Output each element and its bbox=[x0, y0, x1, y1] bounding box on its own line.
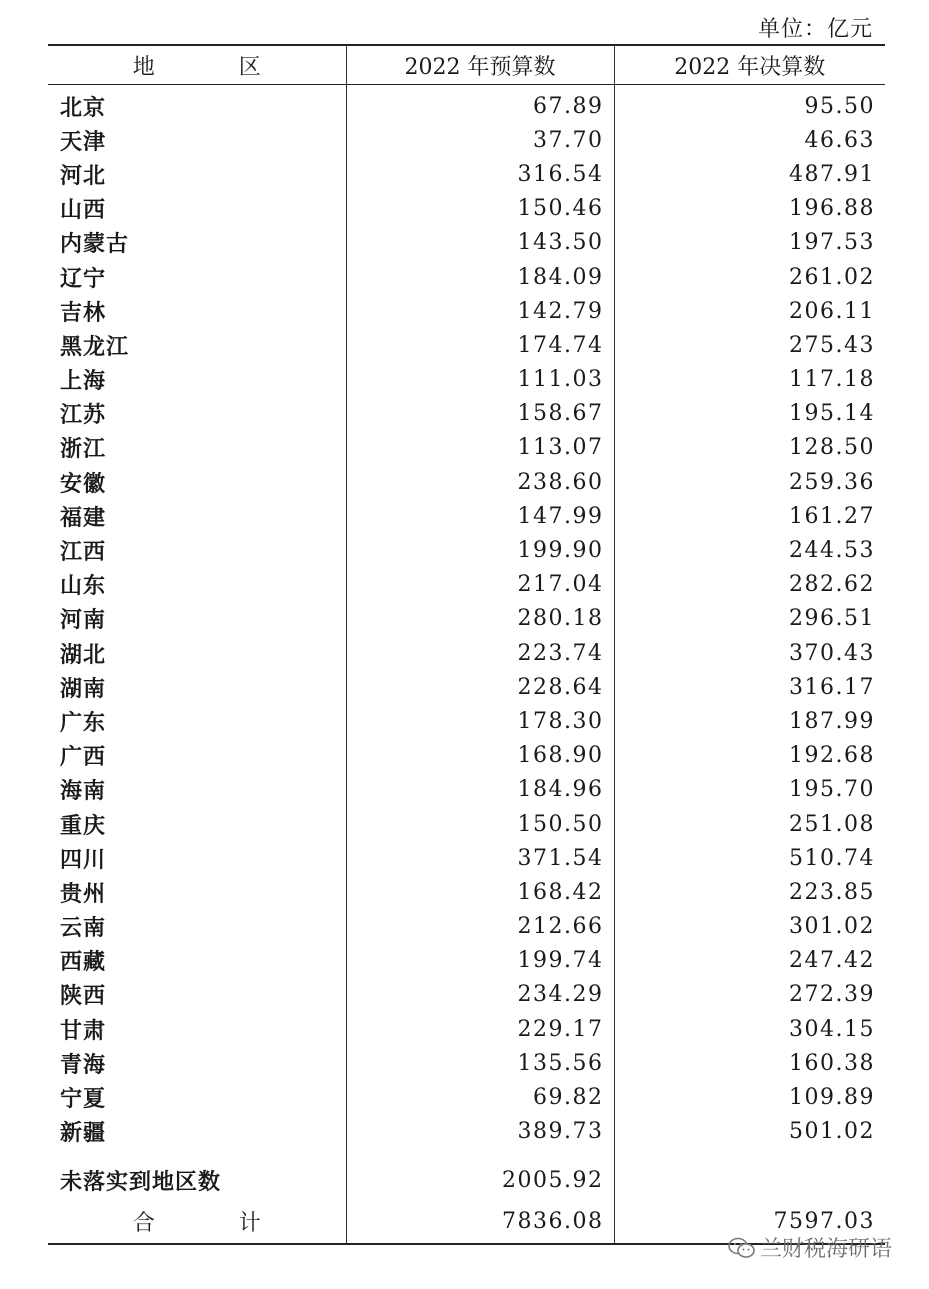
region-cell: 云南 bbox=[60, 916, 107, 942]
budget-cell: 238.60 bbox=[346, 465, 614, 499]
final-cell: 370.43 bbox=[614, 636, 885, 670]
final-cell: 95.50 bbox=[614, 85, 885, 124]
final-cell: 510.74 bbox=[614, 841, 885, 875]
header-final: 2022 年决算数 bbox=[614, 45, 885, 85]
region-cell: 重庆 bbox=[60, 813, 107, 839]
final-cell: 196.88 bbox=[614, 192, 885, 226]
region-cell: 河北 bbox=[60, 163, 107, 189]
budget-cell: 174.74 bbox=[346, 328, 614, 362]
region-cell: 江苏 bbox=[60, 403, 107, 429]
region-cell: 天津 bbox=[60, 129, 107, 155]
table-row bbox=[48, 841, 885, 875]
region-cell: 陕西 bbox=[60, 984, 107, 1010]
final-cell: 192.68 bbox=[614, 739, 885, 773]
budget-cell: 223.74 bbox=[346, 636, 614, 670]
unit-label: 单位：亿元 bbox=[757, 17, 873, 42]
table-row bbox=[48, 1046, 885, 1080]
final-cell: 296.51 bbox=[614, 602, 885, 636]
budget-cell: 142.79 bbox=[346, 294, 614, 328]
budget-cell: 234.29 bbox=[346, 978, 614, 1012]
region-cell: 浙江 bbox=[60, 437, 107, 463]
table-row bbox=[48, 533, 885, 567]
region-cell: 广东 bbox=[60, 710, 107, 736]
region-cell: 四川 bbox=[60, 847, 107, 873]
region-cell: 贵州 bbox=[60, 881, 107, 907]
total-budget: 7836.08 bbox=[346, 1201, 614, 1244]
table-row bbox=[48, 192, 885, 226]
budget-cell: 37.70 bbox=[346, 123, 614, 157]
table-row bbox=[48, 397, 885, 431]
undistributed-final bbox=[614, 1161, 885, 1201]
budget-cell: 150.46 bbox=[346, 192, 614, 226]
budget-cell: 199.90 bbox=[346, 533, 614, 567]
budget-cell: 371.54 bbox=[346, 841, 614, 875]
undistributed-row bbox=[48, 1161, 885, 1201]
table-row bbox=[48, 226, 885, 260]
table-row bbox=[48, 568, 885, 602]
budget-cell: 212.66 bbox=[346, 910, 614, 944]
header-region: 地区 bbox=[48, 45, 346, 85]
region-cell: 甘肃 bbox=[60, 1018, 107, 1044]
final-cell: 195.14 bbox=[614, 397, 885, 431]
budget-cell: 280.18 bbox=[346, 602, 614, 636]
watermark-text: 兰财税海研语 bbox=[760, 1237, 893, 1262]
final-cell: 487.91 bbox=[614, 157, 885, 191]
table-row bbox=[48, 1012, 885, 1046]
budget-cell: 69.82 bbox=[346, 1080, 614, 1114]
table-row bbox=[48, 499, 885, 533]
budget-cell: 178.30 bbox=[346, 704, 614, 738]
spacer-cell bbox=[614, 1149, 885, 1161]
budget-cell: 184.09 bbox=[346, 260, 614, 294]
table-row bbox=[48, 636, 885, 670]
region-cell: 上海 bbox=[60, 369, 107, 395]
region-cell: 辽宁 bbox=[60, 266, 107, 292]
region-cell: 山东 bbox=[60, 574, 107, 600]
budget-cell: 184.96 bbox=[346, 773, 614, 807]
budget-cell: 389.73 bbox=[346, 1115, 614, 1149]
region-cell: 福建 bbox=[60, 505, 107, 531]
budget-table bbox=[48, 44, 885, 1245]
final-cell: 301.02 bbox=[614, 910, 885, 944]
budget-cell: 67.89 bbox=[346, 85, 614, 124]
undistributed-label: 未落实到地区数 bbox=[60, 1170, 222, 1196]
region-cell: 湖南 bbox=[60, 676, 107, 702]
table-row bbox=[48, 1115, 885, 1149]
spacer-cell bbox=[346, 1149, 614, 1161]
final-cell: 197.53 bbox=[614, 226, 885, 260]
final-cell: 160.38 bbox=[614, 1046, 885, 1080]
undistributed-budget: 2005.92 bbox=[346, 1161, 614, 1201]
budget-cell: 158.67 bbox=[346, 397, 614, 431]
final-cell: 46.63 bbox=[614, 123, 885, 157]
table-row bbox=[48, 363, 885, 397]
final-cell: 247.42 bbox=[614, 944, 885, 978]
table-row bbox=[48, 85, 885, 124]
final-cell: 244.53 bbox=[614, 533, 885, 567]
watermark bbox=[728, 1232, 892, 1263]
region-cell: 河南 bbox=[60, 608, 107, 634]
region-cell: 安徽 bbox=[60, 471, 107, 497]
budget-cell: 217.04 bbox=[346, 568, 614, 602]
total-final: 7597.03 bbox=[614, 1201, 885, 1244]
region-cell: 新疆 bbox=[60, 1121, 107, 1147]
final-cell: 161.27 bbox=[614, 499, 885, 533]
header-row bbox=[48, 45, 885, 85]
final-cell: 501.02 bbox=[614, 1115, 885, 1149]
table-row bbox=[48, 875, 885, 909]
final-cell: 282.62 bbox=[614, 568, 885, 602]
region-cell: 江西 bbox=[60, 540, 107, 566]
final-cell: 206.11 bbox=[614, 294, 885, 328]
budget-cell: 143.50 bbox=[346, 226, 614, 260]
table-row bbox=[48, 739, 885, 773]
final-cell: 251.08 bbox=[614, 807, 885, 841]
region-cell: 海南 bbox=[60, 779, 107, 805]
table-row bbox=[48, 123, 885, 157]
region-cell: 北京 bbox=[60, 95, 107, 121]
budget-cell: 228.64 bbox=[346, 670, 614, 704]
table-row bbox=[48, 328, 885, 362]
budget-cell: 135.56 bbox=[346, 1046, 614, 1080]
region-cell: 黑龙江 bbox=[60, 334, 130, 360]
table-row bbox=[48, 978, 885, 1012]
final-cell: 259.36 bbox=[614, 465, 885, 499]
table-row bbox=[48, 294, 885, 328]
wechat-icon bbox=[728, 1236, 756, 1260]
table-row bbox=[48, 157, 885, 191]
budget-cell: 147.99 bbox=[346, 499, 614, 533]
final-cell: 128.50 bbox=[614, 431, 885, 465]
final-cell: 272.39 bbox=[614, 978, 885, 1012]
table-row bbox=[48, 944, 885, 978]
header-budget: 2022 年预算数 bbox=[346, 45, 614, 85]
final-cell: 195.70 bbox=[614, 773, 885, 807]
region-cell: 青海 bbox=[60, 1052, 107, 1078]
budget-cell: 168.42 bbox=[346, 875, 614, 909]
budget-cell: 168.90 bbox=[346, 739, 614, 773]
table-row bbox=[48, 910, 885, 944]
budget-cell: 229.17 bbox=[346, 1012, 614, 1046]
spacer-cell bbox=[48, 1149, 346, 1161]
table-row bbox=[48, 704, 885, 738]
final-cell: 187.99 bbox=[614, 704, 885, 738]
final-cell: 109.89 bbox=[614, 1080, 885, 1114]
table-row bbox=[48, 773, 885, 807]
budget-cell: 150.50 bbox=[346, 807, 614, 841]
final-cell: 304.15 bbox=[614, 1012, 885, 1046]
table-row bbox=[48, 1080, 885, 1114]
final-cell: 261.02 bbox=[614, 260, 885, 294]
budget-cell: 316.54 bbox=[346, 157, 614, 191]
budget-cell: 199.74 bbox=[346, 944, 614, 978]
final-cell: 275.43 bbox=[614, 328, 885, 362]
final-cell: 223.85 bbox=[614, 875, 885, 909]
region-cell: 湖北 bbox=[60, 642, 107, 668]
budget-cell: 111.03 bbox=[346, 363, 614, 397]
region-cell: 山西 bbox=[60, 198, 107, 224]
total-label bbox=[48, 1201, 346, 1244]
table-row bbox=[48, 465, 885, 499]
table-row bbox=[48, 260, 885, 294]
total-label-text: 合计 bbox=[132, 1211, 345, 1237]
final-cell: 117.18 bbox=[614, 363, 885, 397]
table-row bbox=[48, 670, 885, 704]
final-cell: 316.17 bbox=[614, 670, 885, 704]
table-body bbox=[48, 85, 885, 1244]
region-cell: 西藏 bbox=[60, 950, 107, 976]
region-cell: 吉林 bbox=[60, 300, 107, 326]
region-cell: 宁夏 bbox=[60, 1087, 107, 1113]
table-row bbox=[48, 431, 885, 465]
budget-cell: 113.07 bbox=[346, 431, 614, 465]
region-cell: 内蒙古 bbox=[60, 232, 130, 258]
spacer-row bbox=[48, 1149, 885, 1161]
table-header bbox=[48, 45, 885, 85]
table-row bbox=[48, 602, 885, 636]
region-cell: 广西 bbox=[60, 745, 107, 771]
table-row bbox=[48, 807, 885, 841]
